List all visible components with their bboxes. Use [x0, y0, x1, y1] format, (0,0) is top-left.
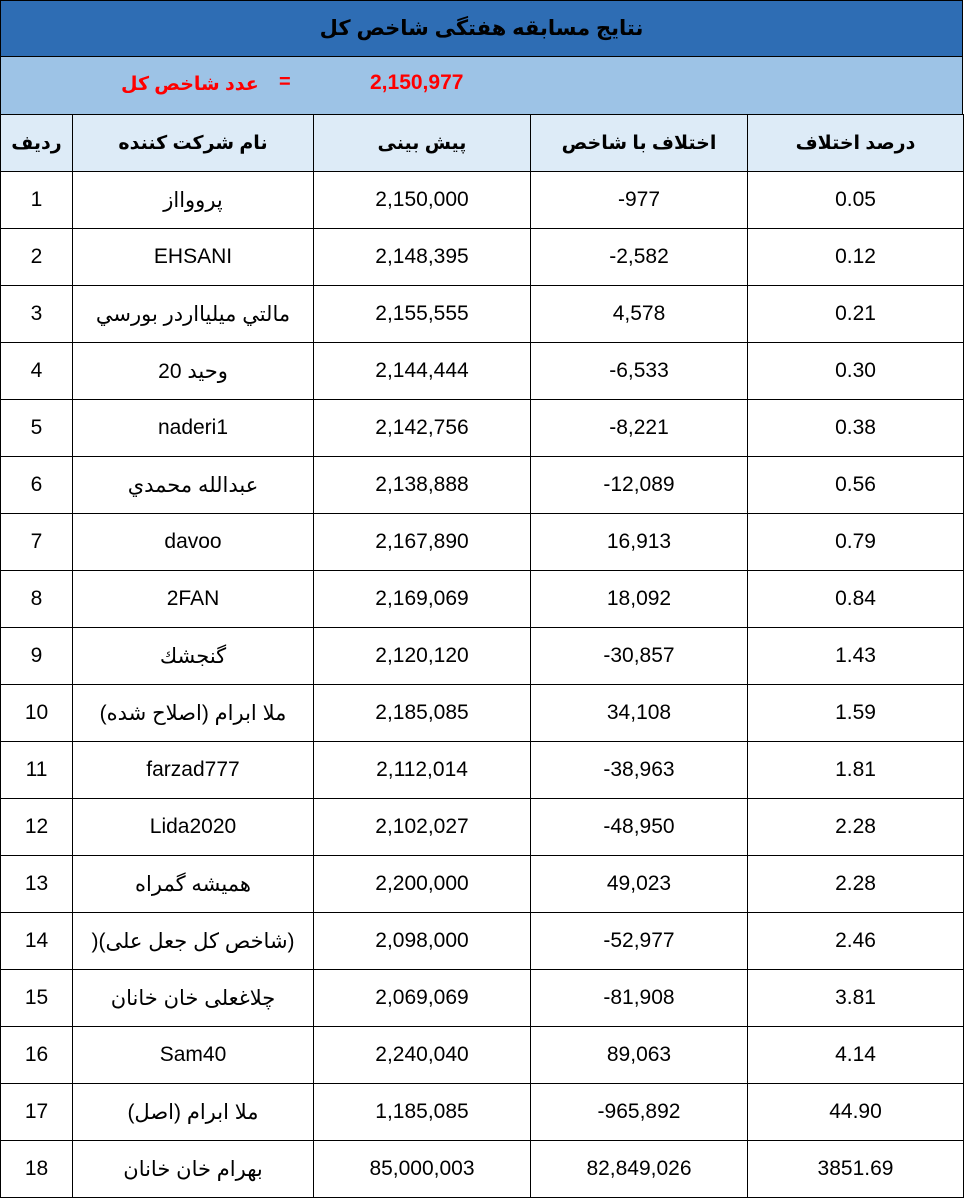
- cell-prediction: 2,167,890: [314, 514, 531, 571]
- cell-name: davoo: [73, 514, 314, 571]
- cell-percent: 0.84: [748, 571, 964, 628]
- cell-rank: 2: [1, 229, 73, 286]
- cell-rank: 11: [1, 742, 73, 799]
- cell-percent: 0.79: [748, 514, 964, 571]
- header-diff: اختلاف با شاخص: [531, 115, 748, 172]
- cell-name: ملا ابرام (اصلاح شده): [73, 685, 314, 742]
- table-row: [1, 343, 964, 400]
- cell-diff: -2,582: [531, 229, 748, 286]
- cell-name: 2FAN: [73, 571, 314, 628]
- cell-name: farzad777: [73, 742, 314, 799]
- cell-diff: -52,977: [531, 913, 748, 970]
- cell-rank: 8: [1, 571, 73, 628]
- cell-prediction: 2,155,555: [314, 286, 531, 343]
- cell-prediction: 2,144,444: [314, 343, 531, 400]
- cell-percent: 0.30: [748, 343, 964, 400]
- cell-prediction: 2,148,395: [314, 229, 531, 286]
- table-row: [1, 229, 964, 286]
- cell-rank: 14: [1, 913, 73, 970]
- table-body: [1, 172, 964, 1198]
- cell-percent: 2.28: [748, 856, 964, 913]
- table-row: [1, 400, 964, 457]
- cell-diff: 16,913: [531, 514, 748, 571]
- header-row: [1, 115, 964, 172]
- cell-rank: 15: [1, 970, 73, 1027]
- cell-prediction: 2,112,014: [314, 742, 531, 799]
- table-row: [1, 685, 964, 742]
- cell-percent: 0.05: [748, 172, 964, 229]
- table-row: [1, 172, 964, 229]
- cell-rank: 6: [1, 457, 73, 514]
- cell-prediction: 2,069,069: [314, 970, 531, 1027]
- cell-name: naderi1: [73, 400, 314, 457]
- cell-percent: 0.12: [748, 229, 964, 286]
- cell-name: EHSANI: [73, 229, 314, 286]
- index-value: 2,150,977: [370, 71, 464, 94]
- cell-rank: 17: [1, 1084, 73, 1141]
- cell-name: Lida2020: [73, 799, 314, 856]
- title-bar: [0, 0, 963, 57]
- cell-percent: 44.90: [748, 1084, 964, 1141]
- cell-name: چلاغعلی خان خانان: [73, 970, 314, 1027]
- cell-diff: -48,950: [531, 799, 748, 856]
- cell-rank: 16: [1, 1027, 73, 1084]
- cell-percent: 2.46: [748, 913, 964, 970]
- cell-prediction: 2,150,000: [314, 172, 531, 229]
- cell-name: وحید 20: [73, 343, 314, 400]
- table-row: [1, 628, 964, 685]
- cell-prediction: 2,169,069: [314, 571, 531, 628]
- cell-percent: 1.43: [748, 628, 964, 685]
- cell-prediction: 1,185,085: [314, 1084, 531, 1141]
- cell-rank: 1: [1, 172, 73, 229]
- cell-prediction: 2,200,000: [314, 856, 531, 913]
- cell-percent: 3851.69: [748, 1141, 964, 1198]
- cell-name: مالتي ميليااردر بورسي: [73, 286, 314, 343]
- header-name: نام شرکت کننده: [73, 115, 314, 172]
- table-row: [1, 571, 964, 628]
- cell-diff: 49,023: [531, 856, 748, 913]
- cell-percent: 3.81: [748, 970, 964, 1027]
- cell-name: Sam40: [73, 1027, 314, 1084]
- page-title: نتایج مسابقه هفتگی شاخص کل: [319, 17, 644, 40]
- cell-rank: 7: [1, 514, 73, 571]
- table-row: [1, 1141, 964, 1198]
- cell-prediction: 2,240,040: [314, 1027, 531, 1084]
- cell-diff: 4,578: [531, 286, 748, 343]
- cell-percent: 2.28: [748, 799, 964, 856]
- table-row: [1, 1084, 964, 1141]
- header-rank: ردیف: [1, 115, 73, 172]
- table-row: [1, 913, 964, 970]
- cell-prediction: 2,120,120: [314, 628, 531, 685]
- cell-diff: -977: [531, 172, 748, 229]
- table-row: [1, 1027, 964, 1084]
- cell-rank: 12: [1, 799, 73, 856]
- cell-rank: 13: [1, 856, 73, 913]
- cell-diff: -38,963: [531, 742, 748, 799]
- header-percent: درصد اختلاف: [748, 115, 964, 172]
- cell-diff: 89,063: [531, 1027, 748, 1084]
- cell-prediction: 2,098,000: [314, 913, 531, 970]
- cell-diff: 34,108: [531, 685, 748, 742]
- table-row: [1, 457, 964, 514]
- cell-rank: 9: [1, 628, 73, 685]
- cell-diff: -8,221: [531, 400, 748, 457]
- cell-name: همیشه گمراه: [73, 856, 314, 913]
- index-bar: [0, 57, 963, 114]
- table-row: [1, 970, 964, 1027]
- cell-prediction: 2,185,085: [314, 685, 531, 742]
- cell-percent: 0.56: [748, 457, 964, 514]
- cell-name: پرووااز: [73, 172, 314, 229]
- cell-percent: 0.38: [748, 400, 964, 457]
- table-row: [1, 856, 964, 913]
- results-table: [0, 114, 964, 1198]
- cell-name: عبدالله محمدي: [73, 457, 314, 514]
- table-row: [1, 286, 964, 343]
- cell-rank: 18: [1, 1141, 73, 1198]
- cell-diff: 82,849,026: [531, 1141, 748, 1198]
- cell-name: ملا ابرام (اصل): [73, 1084, 314, 1141]
- cell-name: گنجشك: [73, 628, 314, 685]
- cell-rank: 10: [1, 685, 73, 742]
- cell-diff: 18,092: [531, 571, 748, 628]
- cell-diff: -6,533: [531, 343, 748, 400]
- table-row: [1, 514, 964, 571]
- cell-percent: 1.81: [748, 742, 964, 799]
- header-prediction: پیش بینی: [314, 115, 531, 172]
- cell-prediction: 2,138,888: [314, 457, 531, 514]
- cell-diff: -81,908: [531, 970, 748, 1027]
- table-row: [1, 799, 964, 856]
- table-row: [1, 742, 964, 799]
- cell-percent: 4.14: [748, 1027, 964, 1084]
- cell-prediction: 85,000,003: [314, 1141, 531, 1198]
- cell-rank: 5: [1, 400, 73, 457]
- cell-rank: 3: [1, 286, 73, 343]
- cell-name: (شاخص کل جعل علی)(: [73, 913, 314, 970]
- cell-diff: -12,089: [531, 457, 748, 514]
- cell-diff: -30,857: [531, 628, 748, 685]
- cell-name: بهرام خان خانان: [73, 1141, 314, 1198]
- cell-percent: 1.59: [748, 685, 964, 742]
- index-label: عدد شاخص کل: [121, 74, 259, 95]
- cell-prediction: 2,102,027: [314, 799, 531, 856]
- cell-rank: 4: [1, 343, 73, 400]
- cell-prediction: 2,142,756: [314, 400, 531, 457]
- equals-sign: =: [279, 71, 291, 93]
- cell-diff: -965,892: [531, 1084, 748, 1141]
- cell-percent: 0.21: [748, 286, 964, 343]
